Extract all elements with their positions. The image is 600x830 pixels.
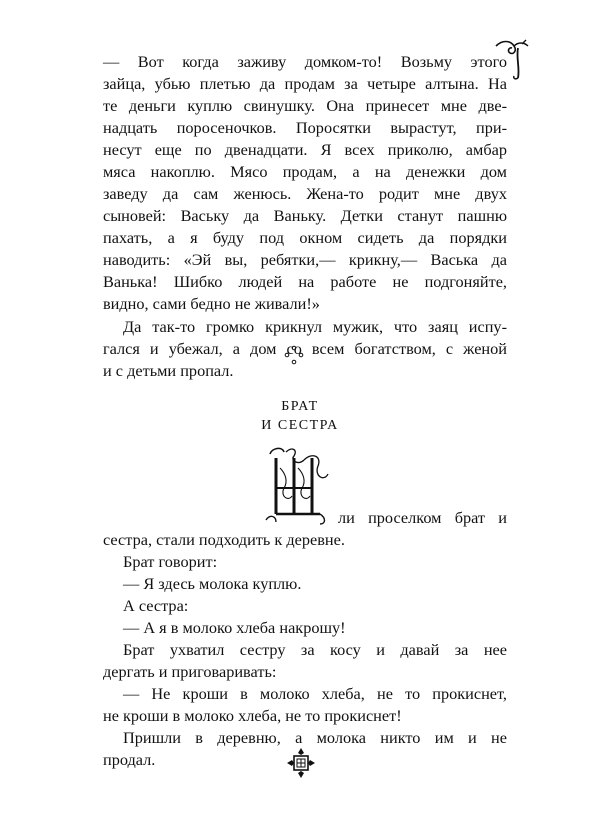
text-line: Да так-то громко крикнул мужик, что заяц испу- — [123, 317, 507, 336]
text-line: и с детьми пропал. — [103, 361, 234, 380]
text-line: заведу да сам женюсь. Жена-то родит мне двух — [103, 184, 507, 203]
text-line: — Вот когда заживу домком-то! Возьму этого — [103, 52, 507, 71]
text-line: те деньги куплю свинушку. Она принесет мне две- — [103, 96, 507, 115]
text-line: Пришли в деревню, а молока никто им и не — [123, 728, 507, 747]
story-title-line1: БРАТ — [281, 399, 319, 414]
text-line: Брат говорит: — [123, 552, 218, 571]
text-line: Ванька! Шибко людей на работе не подгоняйте, — [103, 272, 507, 291]
text-line: пахать, а я буду под окном сидеть да порядки — [103, 228, 507, 247]
text-line: — А я в молоко хлеба накрошу! — [123, 618, 346, 637]
text-line: ли проселком брат и — [338, 508, 507, 527]
text-line: наводить: «Эй вы, ребятки,— крикну,— Васька да — [103, 250, 507, 269]
text-line: сестра, стали подходить к деревне. — [103, 530, 345, 549]
text-line: не кроши в молоко хлеба, не то прокиснет! — [103, 706, 402, 725]
text-line: гался и убежал, а дом со всем богатством, с женой — [103, 339, 507, 358]
decorative-initial-icon — [262, 444, 334, 526]
text-line: дергать и приговаривать: — [103, 662, 277, 681]
text-line: Брат ухватил сестру за косу и давай за нее — [123, 640, 507, 659]
story-title-line2: И СЕСТРА — [261, 418, 339, 433]
text-line: сыновей: Ваську да Ваньку. Детки станут пашню — [103, 206, 507, 225]
text-line: мяса накоплю. Мясо продам, а на денежки дом — [103, 162, 507, 181]
text-line: видно, сами бедно не живали!» — [103, 294, 320, 313]
text-line: — Я здесь молока куплю. — [123, 574, 302, 593]
text-line: А сестра: — [123, 596, 189, 615]
section-divider-icon — [283, 345, 305, 365]
page-ornament-icon — [286, 747, 316, 779]
text-line: надцать поросеночков. Поросятки вырастут, при- — [103, 118, 507, 137]
text-line: — Не кроши в молоко хлеба, не то прокиснет, — [123, 684, 507, 703]
text-line: продал. — [103, 750, 156, 769]
text-line: несут еще по двенадцати. Я всех приколю, амбар — [103, 140, 507, 159]
text-line: зайца, убью плетью да продам за четыре алтына. На — [103, 74, 507, 93]
